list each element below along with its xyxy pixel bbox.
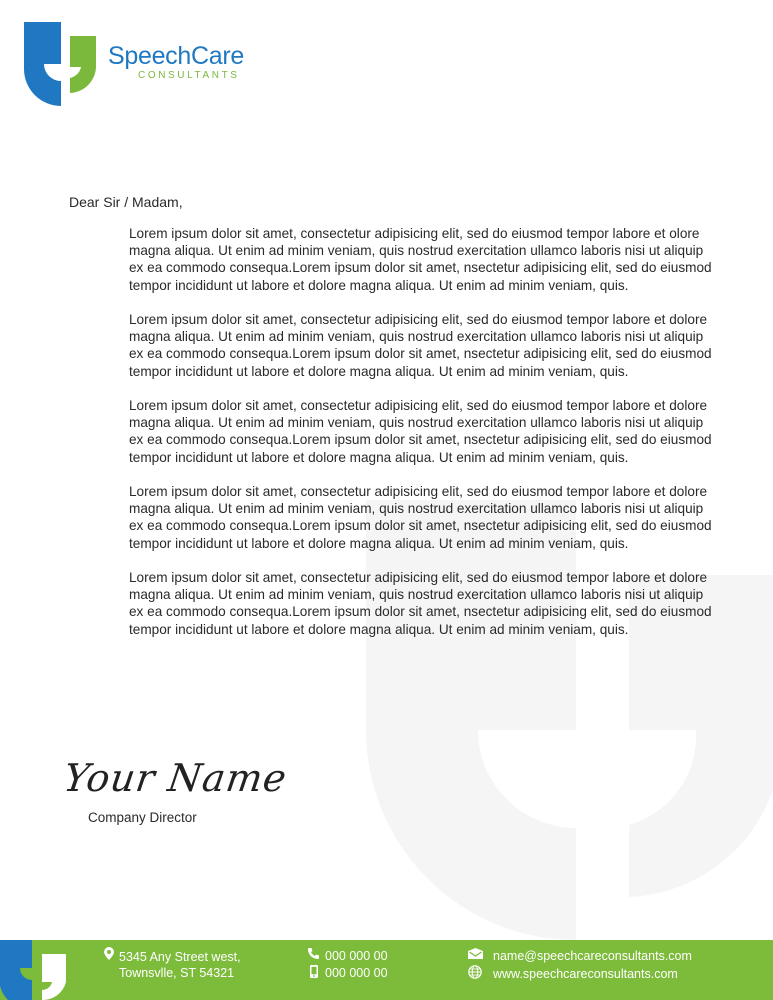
mobile-icon xyxy=(310,965,318,978)
mobile-number: 000 000 00 xyxy=(325,966,388,980)
address-line2: Townsvlle, ST 54321 xyxy=(119,966,235,980)
brand-tagline: CONSULTANTS xyxy=(138,70,240,81)
paragraph: Lorem ipsum dolor sit amet, consectetur adipisicing elit, sed do eiusmod tempor labore et dolore magna aliqua. Ut enim ad minim veniam, quis nostrud exercitation ullamco laboris nisi ut aliquip ex ea commodo consequa.Lorem ipsum dolor sit amet, nsectetur adipisicing elit, sed do eiusmod tempor incididunt ut labore et dolore magna aliqua. Ut enim ad minim veniam, quis. xyxy=(129,312,712,379)
signature: Your Name xyxy=(60,756,290,800)
website-url: www.speechcareconsultants.com xyxy=(493,967,678,981)
paragraph: Lorem ipsum dolor sit amet, consectetur adipisicing elit, sed do eiusmod tempor labore et dolore magna aliqua. Ut enim ad minim veniam, quis nostrud exercitation ullamco laboris nisi ut aliquip ex ea commodo consequa.Lorem ipsum dolor sit amet, nsectetur adipisicing elit, sed do eiusmod tempor incididunt ut labore et dolore magna aliqua. Ut enim ad minim veniam, quis. xyxy=(129,398,712,465)
signer-title: Company Director xyxy=(88,810,197,825)
salutation: Dear Sir / Madam, xyxy=(69,194,183,210)
paragraph: Lorem ipsum dolor sit amet, consectetur adipisicing elit, sed do eiusmod tempor labore et dolore magna aliqua. Ut enim ad minim veniam, quis nostrud exercitation ullamco laboris nisi ut aliquip ex ea commodo consequa.Lorem ipsum dolor sit amet, nsectetur adipisicing elit, sed do eiusmod tempor incididunt ut labore et dolore magna aliqua. Ut enim ad minim veniam, quis. xyxy=(129,570,712,637)
location-pin-icon xyxy=(104,947,114,960)
email-address: name@speechcareconsultants.com xyxy=(493,949,692,963)
letter-body xyxy=(129,225,719,655)
brand-name: SpeechCare xyxy=(108,42,244,70)
paragraph: Lorem ipsum dolor sit amet, consectetur adipisicing elit, sed do eiusmod tempor labore et dolore magna aliqua. Ut enim ad minim veniam, quis nostrud exercitation ullamco laboris nisi ut aliquip ex ea commodo consequa.Lorem ipsum dolor sit amet, nsectetur adipisicing elit, sed do eiusmod tempor incididunt ut labore et dolore magna aliqua. Ut enim ad minim veniam, quis. xyxy=(129,484,712,551)
phone-icon xyxy=(308,948,319,959)
globe-icon xyxy=(468,965,482,979)
footer-logo-icon xyxy=(0,940,70,1000)
paragraph: Lorem ipsum dolor sit amet, consectetur adipisicing elit, sed do eiusmod tempor labore et olore magna aliqua. Ut enim ad minim veniam, quis nostrud exercitation ullamco laboris nisi ut aliquip ex ea commodo consequa.Lorem ipsum dolor sit amet, nsectetur adipisicing elit, sed do eiusmod tempor incididunt ut labore et dolore magna aliqua. Ut enim ad minim veniam, quis. xyxy=(129,226,712,293)
phone-number: 000 000 00 xyxy=(325,949,388,963)
envelope-icon xyxy=(468,948,483,959)
speechcare-logo-icon xyxy=(24,22,98,108)
address-line1: 5345 Any Street west, xyxy=(119,950,241,964)
